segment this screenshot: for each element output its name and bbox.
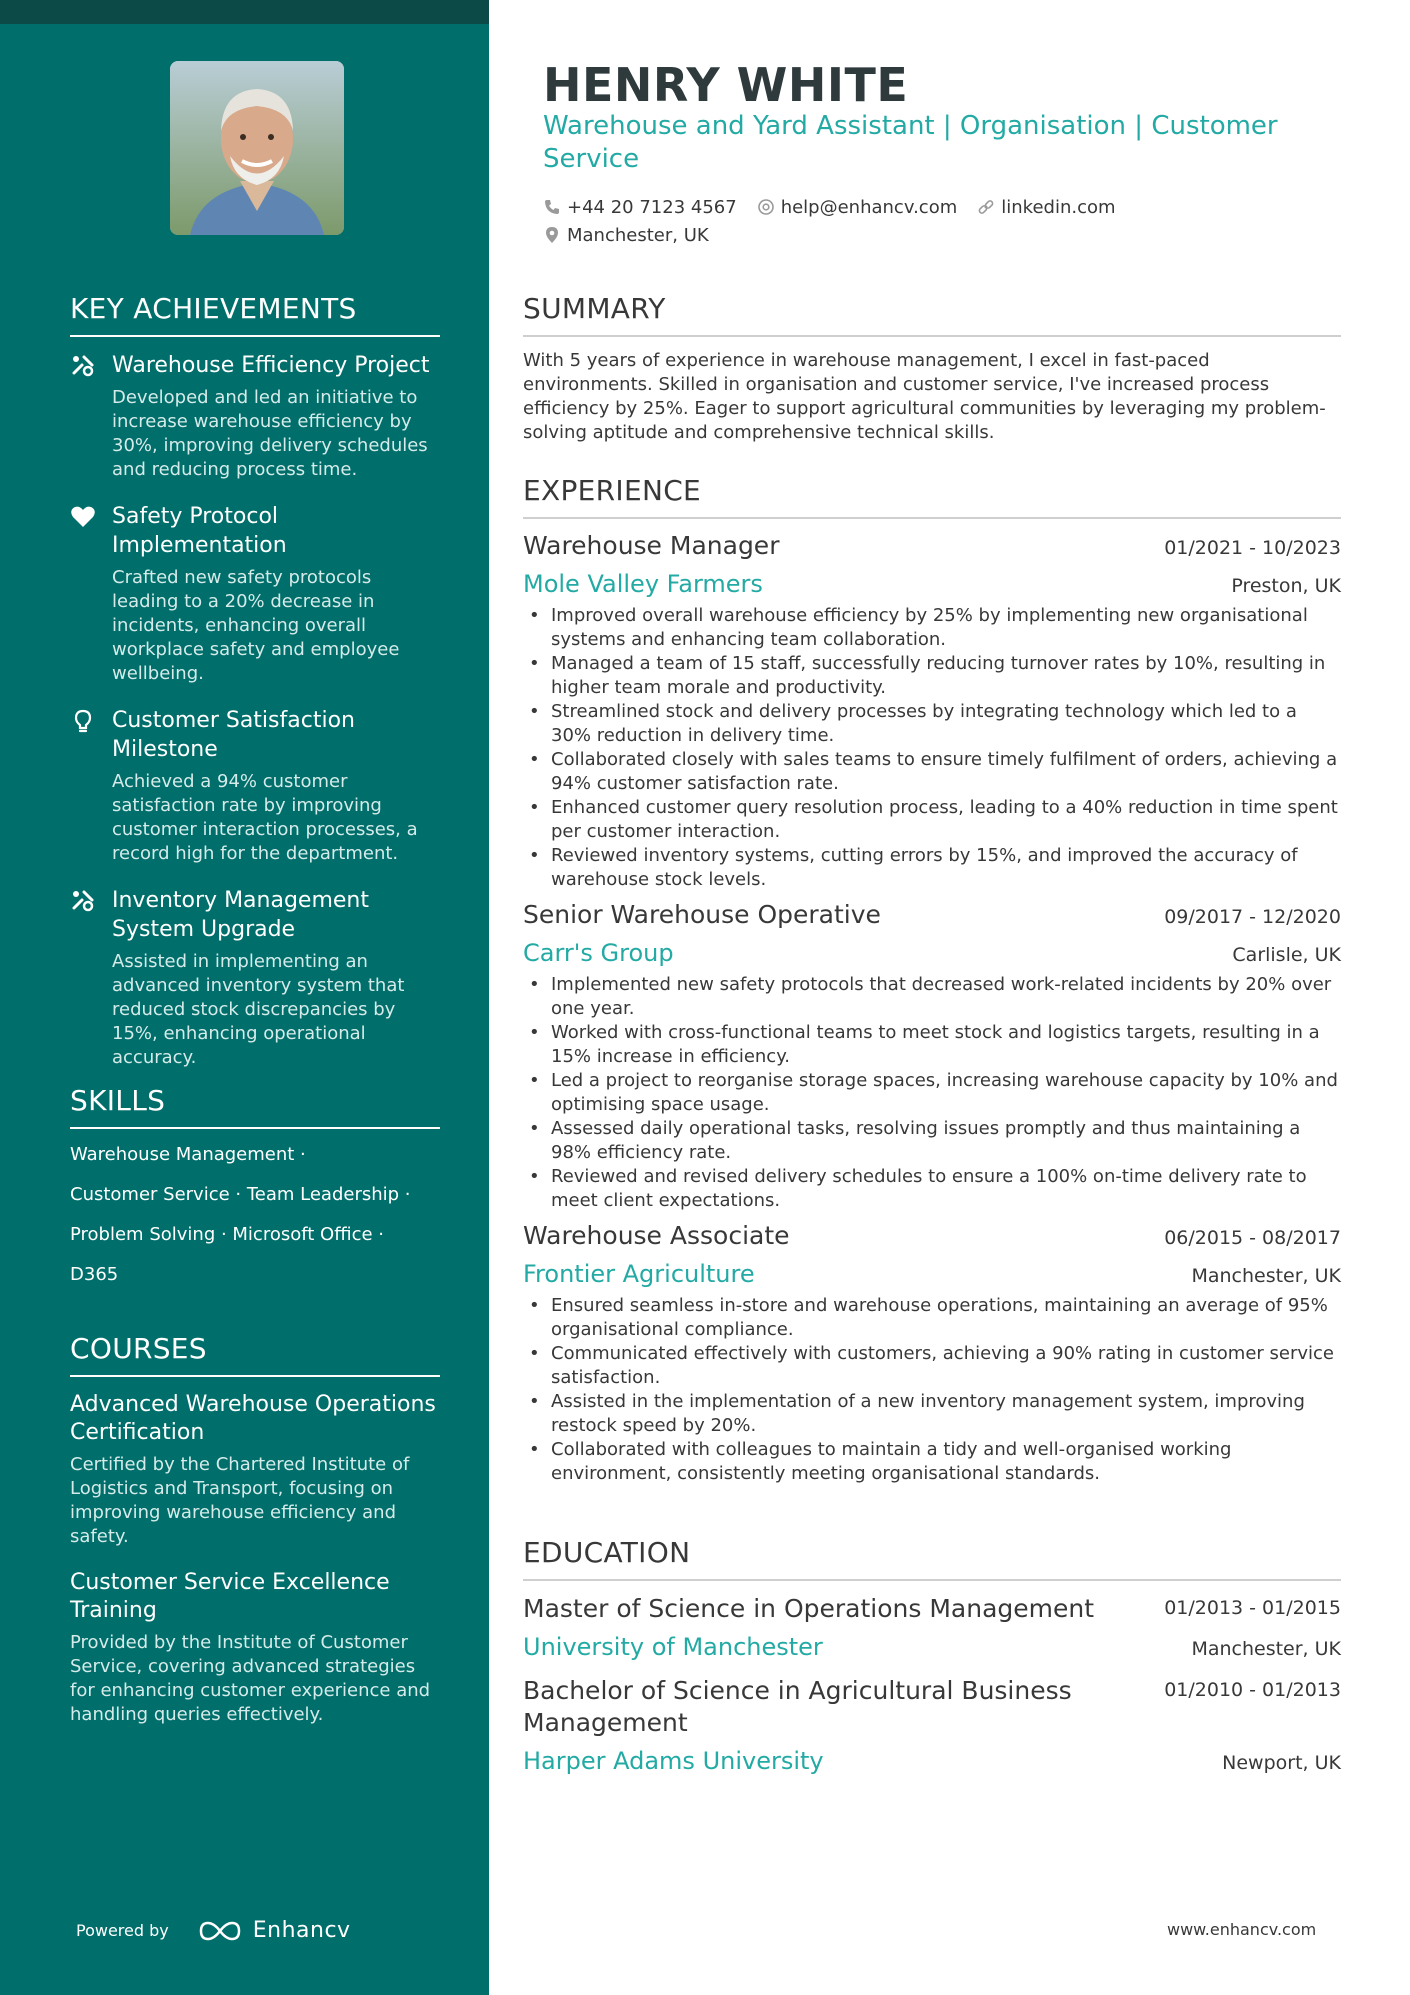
summary-title: SUMMARY (523, 292, 1341, 337)
job-bullet: • Ensured seamless in-store and warehouse operations, maintaining an average of 95% organisational compliance. (523, 1294, 1341, 1342)
degree-title: Bachelor of Science in Agricultural Business Management (523, 1676, 1072, 1737)
job-bullet: • Assessed daily operational tasks, resolving issues promptly and thus maintaining a 98% efficiency rate. (523, 1117, 1341, 1165)
skills-title: SKILLS (70, 1084, 440, 1129)
key-achievements-title: KEY ACHIEVEMENTS (70, 292, 440, 337)
job-bullet: • Managed a team of 15 staff, successfully reducing turnover rates by 10%, resulting in higher team morale and productivity. (523, 652, 1341, 700)
job-location: Carlisle, UK (1232, 944, 1341, 966)
school-location: Manchester, UK (1191, 1638, 1341, 1660)
education-section (523, 1536, 1341, 1789)
achievement-item (70, 351, 440, 482)
link-icon (977, 198, 995, 216)
education-dates: 01/2013 - 01/2015 (1164, 1597, 1341, 1619)
enhancv-logo-icon (197, 1919, 243, 1943)
job-dates: 09/2017 - 12/2020 (1164, 906, 1341, 928)
job-entry (523, 900, 1341, 1213)
profile-photo (170, 61, 344, 235)
contact-location (543, 225, 709, 246)
experience-section (523, 474, 1341, 1494)
contact-linkedin[interactable] (977, 197, 1115, 218)
heart-icon (70, 504, 96, 530)
location-text: Manchester, UK (567, 224, 709, 246)
job-bullets (523, 1294, 1341, 1486)
candidate-name: HENRY WHITE (543, 58, 909, 112)
job-location: Manchester, UK (1191, 1265, 1341, 1287)
job-title: Warehouse Associate (523, 1221, 790, 1250)
achievement-item (70, 706, 440, 866)
school-name: University of Manchester (523, 1633, 823, 1661)
job-entry (523, 531, 1341, 892)
lightbulb-icon (70, 708, 96, 734)
course-title: Customer Service Excellence Training (70, 1570, 390, 1623)
job-bullets (523, 604, 1341, 892)
skill-line: Problem Solving · Microsoft Office · (70, 1224, 385, 1245)
education-entry (523, 1593, 1341, 1661)
job-title: Warehouse Manager (523, 531, 780, 560)
course-description: Certified by the Chartered Institute of Logistics and Transport, focusing on improving warehouse efficiency and safety. (70, 1454, 410, 1547)
job-bullet: • Reviewed and revised delivery schedules to ensure a 100% on-time delivery rate to meet client expectations. (523, 1165, 1341, 1213)
achievement-description: Assisted in implementing an advanced inventory system that reduced stock discrepancies by 15%, enhancing operational accuracy. (112, 951, 405, 1068)
job-title: Senior Warehouse Operative (523, 900, 881, 929)
experience-title: EXPERIENCE (523, 474, 1341, 519)
achievement-title: Safety Protocol Implementation (112, 504, 287, 558)
contact-email[interactable] (757, 197, 958, 218)
education-title: EDUCATION (523, 1536, 1341, 1581)
location-pin-icon (543, 226, 561, 244)
brand-name: Enhancv (252, 1918, 351, 1943)
achievement-description: Crafted new safety protocols leading to a 20% decrease in incidents, enhancing overall workplace safety and employee wellbeing. (112, 567, 400, 684)
key-achievements-section (70, 292, 440, 1090)
contact-info (543, 193, 1303, 249)
job-bullet: • Streamlined stock and delivery processes by integrating technology which led to a 30% reduction in delivery time. (523, 700, 1341, 748)
skill-line: Warehouse Management · (70, 1144, 306, 1165)
candidate-headline: Warehouse and Yard Assistant | Organisation | Customer Service (543, 111, 1278, 174)
job-bullet: • Collaborated closely with sales teams to ensure timely fulfilment of orders, achieving a 94% customer satisfaction rate. (523, 748, 1341, 796)
at-icon (757, 198, 775, 216)
job-bullet: • Worked with cross-functional teams to meet stock and logistics targets, resulting in a 15% increase in efficiency. (523, 1021, 1341, 1069)
job-dates: 01/2021 - 10/2023 (1164, 537, 1341, 559)
achievement-item (70, 886, 440, 1070)
powered-by[interactable] (76, 1918, 351, 1943)
job-dates: 06/2015 - 08/2017 (1164, 1227, 1341, 1249)
tools-icon (70, 353, 96, 379)
phone-text: +44 20 7123 4567 (567, 196, 737, 218)
phone-icon (543, 198, 561, 216)
job-bullet: • Led a project to reorganise storage spaces, increasing warehouse capacity by 10% and optimising space usage. (523, 1069, 1341, 1117)
job-bullet: • Reviewed inventory systems, cutting errors by 15%, and improved the accuracy of warehouse stock levels. (523, 844, 1341, 892)
job-company: Carr's Group (523, 939, 674, 967)
education-entry (523, 1675, 1341, 1775)
achievement-description: Achieved a 94% customer satisfaction rate by improving customer interaction processes, a record high for the department. (112, 771, 418, 864)
avatar (170, 61, 344, 235)
achievement-item (70, 502, 440, 686)
skills-section (70, 1084, 440, 1303)
sidebar-top-band (0, 0, 489, 24)
achievement-title: Warehouse Efficiency Project (112, 353, 430, 378)
skill-line: Customer Service · Team Leadership · (70, 1184, 411, 1205)
achievement-title: Customer Satisfaction Milestone (112, 708, 355, 762)
summary-text: With 5 years of experience in warehouse management, I excel in fast-paced environments. Skilled in organisation and customer service, I've increased process efficiency by 25%. Eager to support agricultural communities by leveraging my problem-solving aptitude and comprehensive technical skills. (523, 350, 1326, 443)
job-company: Frontier Agriculture (523, 1260, 755, 1288)
achievement-description: Developed and led an initiative to increase warehouse efficiency by 30%, improving delivery schedules and reducing process time. (112, 387, 428, 480)
job-location: Preston, UK (1231, 575, 1341, 597)
education-dates: 01/2010 - 01/2013 (1164, 1679, 1341, 1701)
courses-section (70, 1332, 440, 1747)
job-bullet: • Implemented new safety protocols that decreased work-related incidents by 20% over one year. (523, 973, 1341, 1021)
contact-phone[interactable] (543, 197, 737, 218)
course-description: Provided by the Institute of Customer Service, covering advanced strategies for enhancing customer experience and handling queries effectively. (70, 1632, 431, 1725)
email-text: help@enhancv.com (780, 196, 958, 218)
course-item (70, 1391, 440, 1549)
school-location: Newport, UK (1222, 1752, 1341, 1774)
school-name: Harper Adams University (523, 1747, 824, 1775)
job-bullet: • Assisted in the implementation of a new inventory management system, improving restock speed by 20%. (523, 1390, 1341, 1438)
job-bullet: • Improved overall warehouse efficiency by 25% by implementing new organisational systems and enhancing team collaboration. (523, 604, 1341, 652)
brand-logo (197, 1918, 351, 1943)
linkedin-text: linkedin.com (1001, 196, 1116, 218)
tools-icon (70, 888, 96, 914)
job-entry (523, 1221, 1341, 1486)
skill-line: D365 (70, 1264, 119, 1285)
courses-title: COURSES (70, 1332, 440, 1377)
job-bullet: • Collaborated with colleagues to maintain a tidy and well-organised working environment, consistently meeting organisational standards. (523, 1438, 1341, 1486)
course-item (70, 1569, 440, 1727)
footer-website-link[interactable]: www.enhancv.com (1167, 1920, 1317, 1939)
job-bullet: • Communicated effectively with customers, achieving a 90% rating in customer service satisfaction. (523, 1342, 1341, 1390)
job-bullets (523, 973, 1341, 1213)
degree-title: Master of Science in Operations Management (523, 1594, 1095, 1623)
job-bullet: • Enhanced customer query resolution process, leading to a 40% reduction in time spent per customer interaction. (523, 796, 1341, 844)
sidebar (0, 0, 489, 1995)
achievement-title: Inventory Management System Upgrade (112, 888, 369, 942)
powered-by-label: Powered by (76, 1921, 169, 1940)
course-title: Advanced Warehouse Operations Certification (70, 1392, 436, 1445)
summary-section (523, 292, 1341, 445)
job-company: Mole Valley Farmers (523, 570, 763, 598)
